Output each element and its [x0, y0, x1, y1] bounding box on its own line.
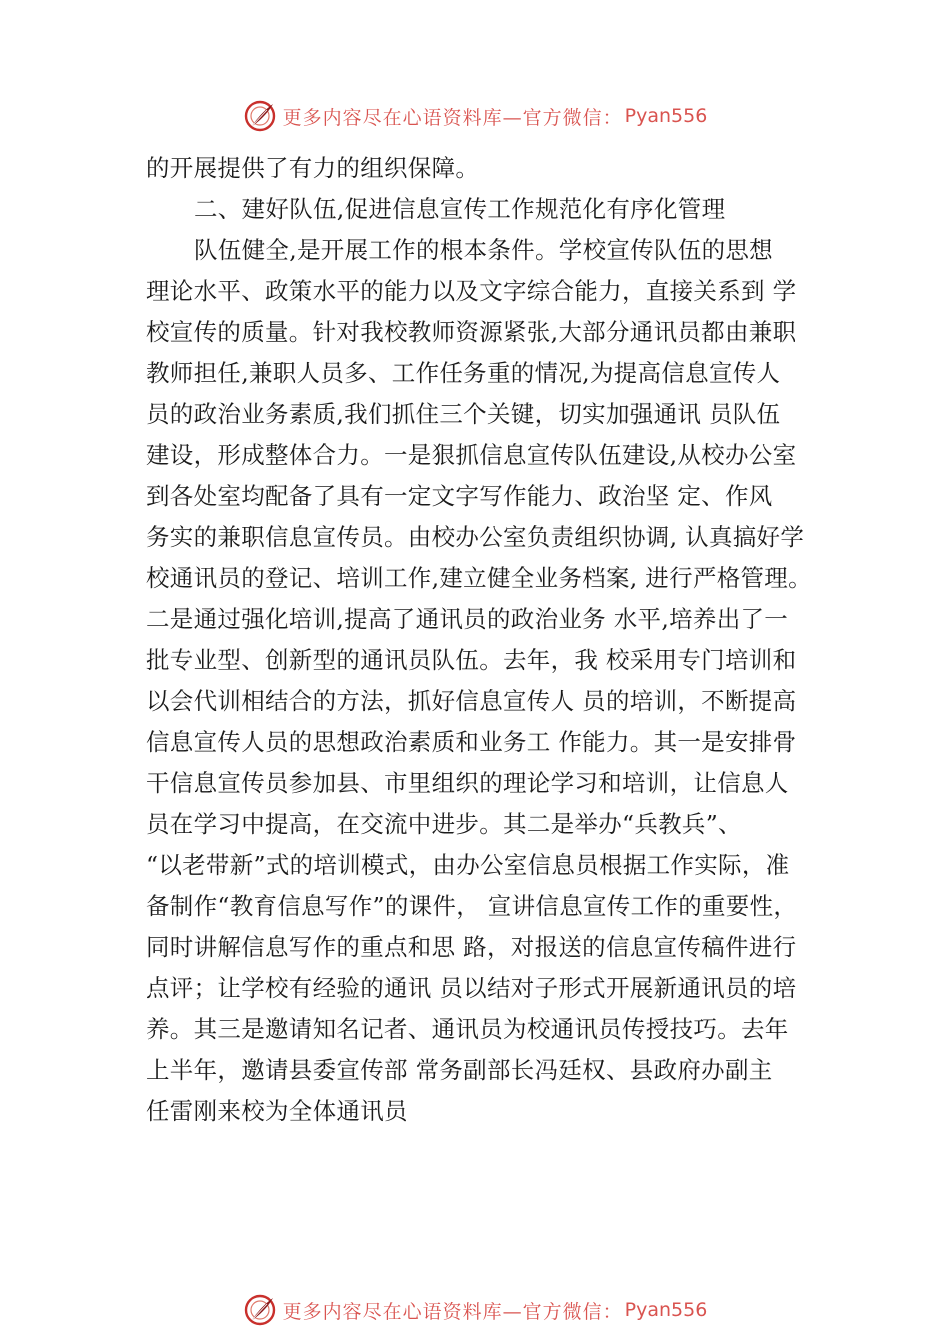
text-line: “以老带新”式的培训模式，由办公室信息员根据工作实际，准 — [146, 851, 790, 879]
text-line: 批专业型、创新型的通讯员队伍。去年，我 校采用专门培训和 — [146, 646, 797, 674]
text-line: 养。其三是邀请知名记者、通讯员为校通讯员传授技巧。去年 — [146, 1015, 789, 1043]
text-line: 任雷刚来校为全体通讯员 — [146, 1097, 408, 1125]
text-line: 的开展提供了有力的组织保障。 — [146, 154, 480, 182]
text-line: 队伍健全,是开展工作的根本条件。学校宣传队伍的思想 — [194, 236, 773, 264]
feather-pen-circle-icon — [243, 99, 277, 133]
text-line: 同时讲解信息写作的重点和思 路，对报送的信息宣传稿件进行 — [146, 933, 797, 961]
text-line: 员的政治业务素质,我们抓住三个关键，切实加强通讯 员队伍 — [146, 400, 781, 428]
text-line: 校通讯员的登记、培训工作,建立健全业务档案, 进行严格管理。 — [146, 564, 812, 592]
text-line: 二是通过强化培训,提高了通讯员的政治业务 水平,培养出了一 — [146, 605, 789, 633]
header-wechat-id: Pyan556 — [624, 105, 708, 127]
text-line: 干信息宣传员参加县、市里组织的理论学习和培训，让信息人 — [146, 769, 789, 797]
footer-wechat-id: Pyan556 — [624, 1299, 708, 1321]
feather-pen-circle-icon — [243, 1293, 277, 1327]
text-line: 到各处室均配备了具有一定文字写作能力、政治坚 定、作风 — [146, 482, 773, 510]
text-line: 以会代训相结合的方法，抓好信息宣传人 员的培训，不断提高 — [146, 687, 797, 715]
header-banner — [0, 96, 950, 136]
text-line: 校宣传的质量。针对我校教师资源紧张,大部分通讯员都由兼职 — [146, 318, 797, 346]
text-line: 员在学习中提高，在交流中进步。其二是举办“兵教兵”、 — [146, 810, 742, 838]
footer-banner-text: 更多内容尽在心语资料库—官方微信： — [282, 1300, 623, 1323]
text-line: 建设，形成整体合力。一是狠抓信息宣传队伍建设,从校办公室 — [146, 441, 797, 469]
text-line: 备制作“教育信息写作”的课件， 宣讲信息宣传工作的重要性， — [146, 892, 798, 920]
section-heading: 二、建好队伍,促进信息宣传工作规范化有序化管理 — [194, 195, 726, 223]
text-line: 务实的兼职信息宣传员。由校办公室负责组织协调, 认真搞好学 — [146, 523, 805, 551]
header-banner-text: 更多内容尽在心语资料库—官方微信： — [282, 106, 623, 129]
text-line: 点评；让学校有经验的通讯 员以结对子形式开展新通讯员的培 — [146, 974, 797, 1002]
text-line: 信息宣传人员的思想政治素质和业务工 作能力。其一是安排骨 — [146, 728, 797, 756]
document-body — [146, 148, 836, 1132]
text-line: 教师担任,兼职人员多、工作任务重的情况,为提高信息宣传人 — [146, 359, 781, 387]
text-line: 上半年，邀请县委宣传部 常务副部长冯廷权、县政府办副主 — [146, 1056, 773, 1084]
text-line: 理论水平、政策水平的能力以及文字综合能力，直接关系到 学 — [146, 277, 797, 305]
footer-banner — [0, 1290, 950, 1330]
